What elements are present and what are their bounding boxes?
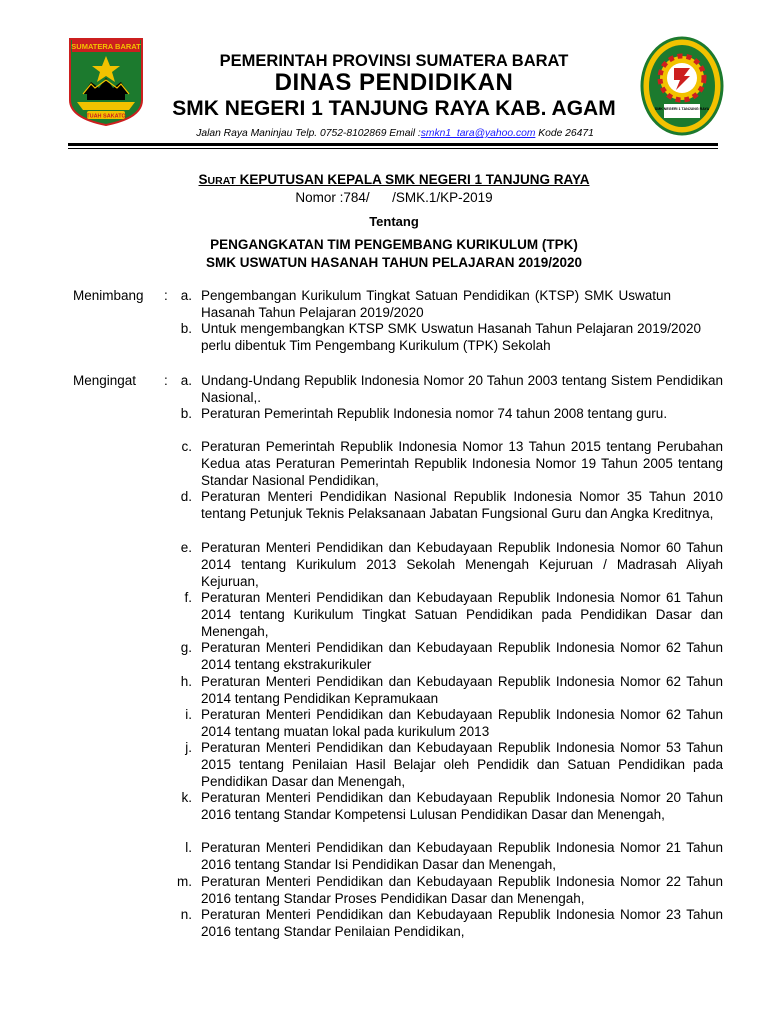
mengingat-item-g: Peraturan Menteri Pendidikan dan Kebudayaan Republik Indonesia Nomor 62 Tahun 2014 tentang ekstrakurikuler [201,640,723,672]
mengingat-letter-c: c. [181,439,192,454]
emblem-motto-text: TUAH SAKATO [86,113,126,120]
mengingat-item-m: Peraturan Menteri Pendidikan dan Kebudayaan Republik Indonesia Nomor 22 Tahun 2016 tentang Standar Proses Pendidikan Dasar dan Menengah, [201,874,723,906]
email-link[interactable]: smkn1_tara@yahoo.com [420,128,536,139]
postal-code: Kode 26471 [535,128,594,139]
mengingat-letter-n: n. [180,907,192,922]
mengingat-item-a: Undang-Undang Republik Indonesia Nomor 20 Tahun 2003 tentang Sistem Pendidikan Nasional,. [201,373,723,405]
menimbang-letter-a: a. [180,288,192,303]
mengingat-item-f: Peraturan Menteri Pendidikan dan Kebudayaan Republik Indonesia Nomor 61 Tahun 2014 tentang Kurikulum Tingkat Satuan Pendidikan pada Pendidikan Dasar dan Menengah, [201,590,723,639]
mengingat-item-l: Peraturan Menteri Pendidikan dan Kebudayaan Republik Indonesia Nomor 21 Tahun 2016 tentang Standar Isi Pendidikan Dasar dan Menengah, [201,840,723,872]
menimbang-letter-b: b. [180,321,192,336]
address-line [160,128,630,139]
mengingat-letter-j: j. [185,740,192,755]
mengingat-letter-g: g. [180,640,192,655]
letterhead-rule-thin [68,148,718,149]
mengingat-letter-a: a. [180,373,192,388]
decree-number: Nomor :784/ /SMK.1/KP-2019 [295,190,493,205]
menimbang-item-a: Pengembangan Kurikulum Tingkat Satuan Pendidikan (KTSP) SMK Uswatun Hasanah Tahun Pelajaran 2019/2020 [201,288,671,320]
mengingat-item-k: Peraturan Menteri Pendidikan dan Kebudayaan Republik Indonesia Nomor 20 Tahun 2016 tentang Standar Kompetensi Lulusan Pendidikan Dasar dan Menengah, [201,790,723,822]
emblem-banner-text: SUMATERA BARAT [71,42,141,51]
decree-title-rest: KEPUTUSAN KEPALA SMK NEGERI 1 TANJUNG RAYA [235,172,590,187]
menimbang-item-b: Untuk mengembangkan KTSP SMK Uswatun Hasanah Tahun Pelajaran 2019/2020 perlu dibentuk Tim Pengembang Kurikulum (TPK) Sekolah [201,321,701,353]
school-heading: SMK NEGERI 1 TANJUNG RAYA KAB. AGAM [172,97,616,120]
subject-line-2: SMK USWATUN HASANAH TAHUN PELAJARAN 2019/2020 [205,255,583,270]
school-emblem-text: SMK NEGERI 1 TANJUNG RAYA [654,107,710,111]
mengingat-letter-m: m. [177,874,192,889]
decree-title-smallcaps: URAT [207,175,236,187]
mengingat-letter-f: f. [184,590,192,605]
mengingat-letter-l: l. [185,840,192,855]
decree-title [60,172,728,187]
mengingat-item-c: Peraturan Pemerintah Republik Indonesia Nomor 13 Tahun 2015 tentang Perubahan Kedua atas Peraturan Pemerintah Republik Indonesia Nomor 19 Tahun 2005 tentang Standar Nasional Pendidikan, [201,439,723,488]
menimbang-label: Menimbang [73,288,144,303]
government-heading: PEMERINTAH PROVINSI SUMATERA BARAT [219,52,569,70]
mengingat-item-n: Peraturan Menteri Pendidikan dan Kebudayaan Republik Indonesia Nomor 23 Tahun 2016 tentang Standar Penilaian Pendidikan, [201,907,723,939]
mengingat-item-h: Peraturan Menteri Pendidikan dan Kebudayaan Republik Indonesia Nomor 62 Tahun 2014 tentang Pendidikan Kepramukaan [201,674,723,706]
mengingat-item-i: Peraturan Menteri Pendidikan dan Kebudayaan Republik Indonesia Nomor 62 Tahun 2014 tentang muatan lokal pada kurikulum 2013 [201,707,723,739]
mengingat-label: Mengingat [73,373,137,388]
mengingat-item-e: Peraturan Menteri Pendidikan dan Kebudayaan Republik Indonesia Nomor 60 Tahun 2014 tentang Kurikulum 2013 Sekolah Menengah Kejuruan / Madrasah Aliyah Kejuruan, [201,540,723,589]
province-emblem-icon [69,38,143,126]
mengingat-colon: : [164,373,168,388]
mengingat-letter-d: d. [180,489,192,504]
mengingat-letter-i: i. [185,707,192,722]
subject-line-1: PENGANGKATAN TIM PENGEMBANG KURIKULUM (TPK) [210,237,578,252]
mengingat-item-b: Peraturan Pemerintah Republik Indonesia nomor 74 tahun 2008 tentang guru. [201,406,668,421]
mengingat-letter-k: k. [181,790,192,805]
menimbang-colon: : [164,288,168,303]
mengingat-letter-e: e. [180,540,192,555]
mengingat-item-d: Peraturan Menteri Pendidikan Nasional Republik Indonesia Nomor 35 Tahun 2010 tentang Petunjuk Teknis Pelaksanaan Jabatan Fungsional Guru dan Angka Kreditnya, [201,489,723,521]
school-emblem-icon [640,36,724,136]
address-text: Jalan Raya Maninjau Telp. 0752-8102869 Email : [196,128,421,139]
department-heading: DINAS PENDIDIKAN [274,69,514,96]
mengingat-letter-h: h. [180,674,192,689]
about-heading: Tentang [369,214,419,229]
mengingat-letter-b: b. [180,406,192,421]
mengingat-item-j: Peraturan Menteri Pendidikan dan Kebudayaan Republik Indonesia Nomor 53 Tahun 2015 tentang Penilaian Hasil Belajar oleh Pendidik dan Satuan Pendidikan pada Pendidikan Dasar dan Menengah, [201,740,723,789]
decree-title-lead: S [198,172,208,187]
letterhead-rule-thick [68,143,718,146]
